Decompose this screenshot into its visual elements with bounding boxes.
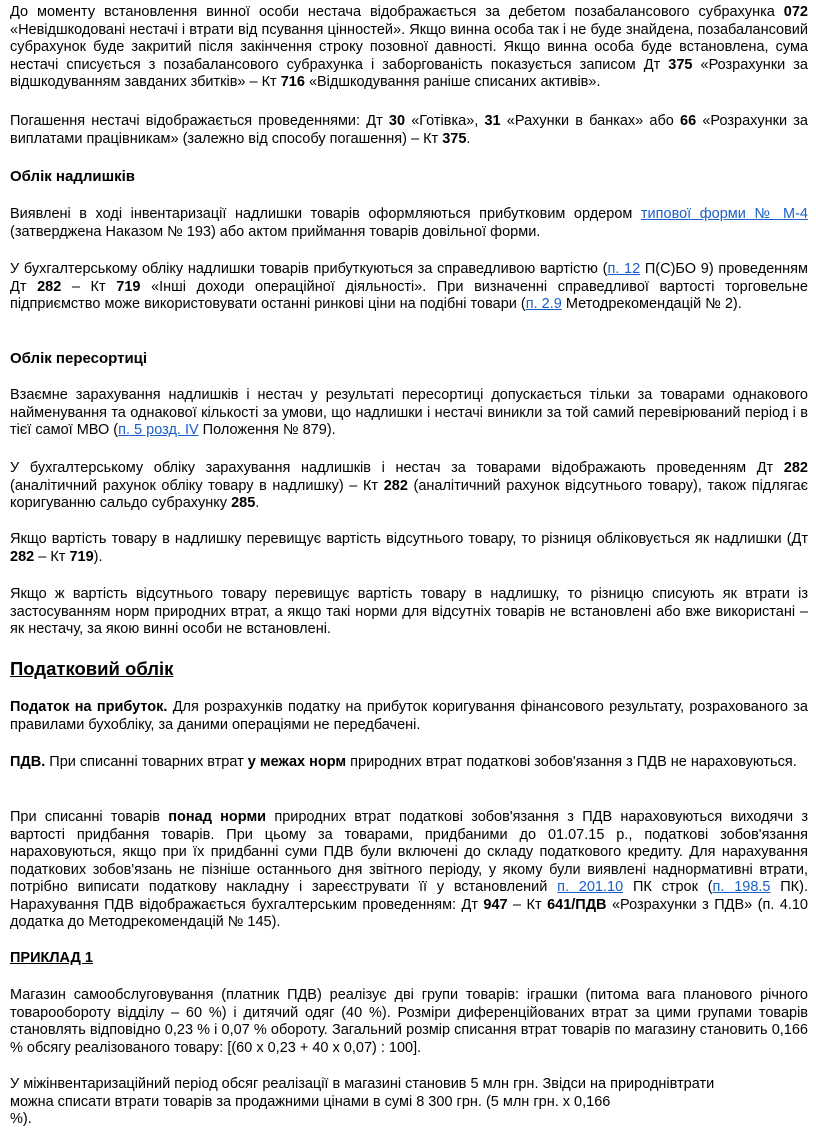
text-line: У міжінвентаризаційний період обсяг реалізації в магазині становив 5 млн грн. Звідси на природнівтрати [10, 1076, 715, 1092]
heading-surplus: Облік надлишків [10, 168, 136, 185]
text: (затверджена Наказом № 193) або актом приймання товарів довільної форми. [10, 223, 541, 240]
paragraph-resort-accounting [10, 460, 808, 513]
link-p2-9[interactable]: п. 2.9 [525, 296, 562, 312]
paragraph-vat-within-norms [10, 754, 808, 772]
paragraph-vat-above-norms [10, 809, 808, 932]
text: Положення № 879). [198, 422, 336, 438]
heading-resorting: Облік пересортиці [10, 350, 148, 367]
paragraph-resort-surplus-exceeds [10, 531, 808, 566]
account-number: 31 [484, 113, 501, 129]
text: ). [93, 548, 103, 565]
text: – Кт [507, 896, 548, 913]
text: Погашення нестачі відображається проведеннями: Дт [10, 113, 389, 129]
link-p198-5[interactable]: п. 198.5 [712, 879, 771, 895]
text: «Відшкодування раніше списаних активів». [304, 74, 601, 90]
text: До моменту встановлення винної особи нестача відображається за дебетом позабалансового субрахунка [10, 4, 784, 20]
link-p12[interactable]: п. 12 [607, 261, 641, 277]
text: – Кт [61, 278, 117, 295]
account-number: 282 [383, 477, 408, 494]
account-number: 072 [783, 4, 808, 20]
account-number: 282 [37, 278, 62, 295]
text-line: можна списати втрати товарів за продажними цінами в сумі 8 300 грн. (5 млн грн. х 0,166 [10, 1093, 611, 1110]
paragraph-surplus-order [10, 206, 808, 241]
text: ПК строк ( [623, 879, 713, 895]
paragraph-example-calculation [10, 1076, 808, 1129]
paragraph-income-tax [10, 699, 808, 734]
account-number: 30 [388, 113, 406, 129]
example-title: ПРИКЛАД 1 [10, 950, 93, 966]
text: У бухгалтерському обліку надлишки товарів прибуткуються за справедливою вартістю ( [10, 261, 608, 277]
text: При списанні товарів [10, 809, 169, 825]
paragraph-resort-offset [10, 387, 808, 440]
account-number: 947 [483, 896, 508, 913]
text: Якщо вартість товару в надлишку перевищує вартість відсутнього товару, то різниця обліковується як надлишки (Дт [10, 531, 808, 547]
text: . [466, 130, 471, 147]
account-number: 375 [442, 130, 467, 147]
text: При списанні товарних втрат [45, 754, 248, 770]
text: «Розрахунки за відшкодуванням завданих збитків» – Кт [10, 56, 808, 90]
text: Для розрахунків податку на прибуток коригування фінансового результату, розрахованого за правилами бухобліку, за даними операціями не передбачені. [10, 699, 808, 733]
bold-lead: ПДВ. [10, 754, 46, 770]
text: «Невідшкодовані нестачі і втрати від псування цінностей». Якщо винна особа так і не буде знайдена, позабалансовий субрахунок буде закритий після закінчення строку позовної давності. Якщо винна особа буде встановлена, сума нестачі списується з позабалансового субрахунка і заборгованість показується записом Дт [10, 21, 808, 73]
text-line: %). [10, 1111, 32, 1127]
text: У бухгалтерському обліку зарахування надлишків і нестач за товарами відображають проведенням Дт [10, 460, 784, 476]
bold-lead: Податок на прибуток. [10, 699, 168, 715]
account-number: 282 [783, 460, 808, 476]
text: . [255, 495, 260, 511]
text: «Інші доходи операційної діяльності». При визначенні справедливої вартості торговельне підприємство може використовувати останні ринкові ціни на подібні товари ( [10, 278, 808, 312]
link-p201-10[interactable]: п. 201.10 [557, 879, 624, 895]
account-number: 716 [280, 74, 305, 90]
heading-tax-accounting: Податковий облік [10, 658, 174, 679]
text: ПК). Нарахування ПДВ відображається бухгалтерським проведенням: Дт [10, 879, 808, 913]
text: Магазин самообслуговування (платник ПДВ) реалізує дві групи товарів: іграшки (питома вага планового річного товарообороту відділу – 60 %) і дитячий одяг (40 %). Розміри диференційованих втрат за цими групами товарів становлять відповідно 0,23 % і 0,07 % обороту. Загальний розмір списання втрат товарів по магазину становить 0,166 % обсягу реалізованого товару: [(60 х 0,23 + 40 х 0,07) : 100]. [10, 987, 808, 1056]
account-number: 641/ПДВ [547, 896, 607, 913]
text: Якщо ж вартість відсутнього товару перевищує вартість товару в надлишку, то різницю списують як втрати із застосуванням норм природних втрат, а якщо такі норми для відсутніх товарів не встановлені або вже використані – як нестачу, за якою винні особи не встановлені. [10, 586, 808, 637]
text: (аналітичний рахунок обліку товару в надлишку) – Кт [10, 477, 384, 494]
account-number: 375 [668, 56, 693, 73]
text: Виявлені в ході інвентаризації надлишки товарів оформляються прибутковим ордером [10, 206, 641, 222]
text: природних втрат податкові зобов'язання з ПДВ не нараховуються. [346, 754, 797, 770]
paragraph-shortage-repayment [10, 113, 808, 148]
text: «Рахунки в банках» або [500, 113, 681, 129]
text: «Готівка», [405, 113, 485, 129]
link-form-m4[interactable]: типової форми № М-4 [640, 206, 808, 222]
account-number: 719 [116, 278, 141, 295]
text: П(С)БО 9) проведенням Дт [10, 261, 808, 295]
paragraph-shortage-offbalance [10, 4, 808, 92]
account-number: 66 [680, 113, 697, 129]
text: – Кт [34, 548, 70, 565]
text: Взаємне зарахування надлишків і нестач у результаті пересортиці допускається тільки за товарами однакового найменування та однакової кількості за умови, що надлишки і нестачі виникли за той самий перевірюваний період і в тієї самої МВО ( [10, 387, 808, 438]
text: «Розрахунки з ПДВ» (п. 4.10 додатка до Методрекомендацій № 145). [10, 896, 808, 930]
text: природних втрат податкові зобов'язання з ПДВ нараховуються виходячи з вартості придбання товарів. При цьому за товарами, придбаними до 01.07.15 р., податкові зобов'язання нараховуються, якщо при їх придбанні суми ПДВ були включені до складу податкового кредиту. Для нарахування податкових зобов'язань не пізніше останнього дня звітного періоду, у якому були виявлені наднормативні втрати, потрібно виписати податкову накладну і зареєструвати її у встановлений [10, 809, 808, 895]
account-number: 285 [231, 495, 256, 511]
link-p5-section4[interactable]: п. 5 розд. IV [118, 422, 199, 438]
text: Методрекомендацій № 2). [561, 296, 742, 312]
paragraph-resort-missing-exceeds [10, 586, 808, 639]
account-number: 719 [69, 548, 94, 565]
text: (аналітичний рахунок відсутнього товару), також підлягає коригуванню сальдо субрахунку [10, 477, 809, 511]
bold-text: понад норми [168, 809, 267, 825]
text: «Розрахунки за виплатами працівникам» (залежно від способу погашення) – Кт [10, 113, 808, 147]
bold-text: у межах норм [247, 754, 347, 770]
account-number: 282 [10, 548, 35, 565]
paragraph-example-store [10, 987, 808, 1057]
paragraph-surplus-accounting [10, 261, 808, 314]
